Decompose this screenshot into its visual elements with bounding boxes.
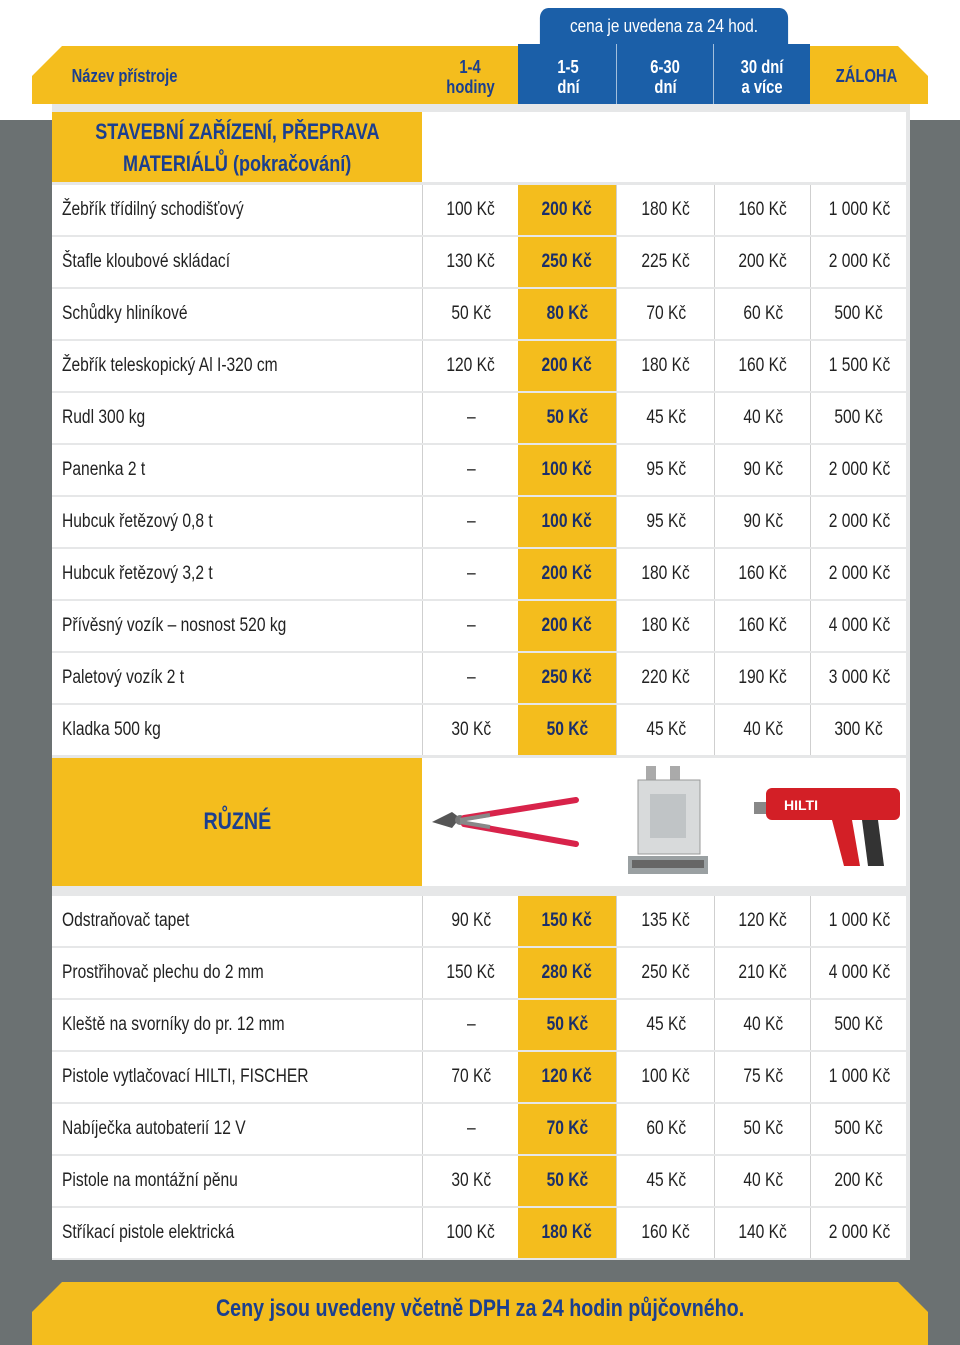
item-name: Panenka 2 t — [62, 459, 146, 480]
price-6-30-days: 180 Kč — [616, 549, 715, 599]
table-row — [52, 341, 906, 391]
item-name: Schůdky hliníkové — [62, 303, 188, 324]
dispenser-gun-image — [752, 780, 902, 870]
price-1-5-days: 280 Kč — [518, 948, 616, 998]
price-30-plus-days: 120 Kč — [714, 896, 811, 946]
price-1-5-days: 100 Kč — [518, 445, 616, 495]
price-30-plus-days: 40 Kč — [714, 1156, 811, 1206]
item-name: Hubcuk řetězový 3,2 t — [62, 563, 213, 584]
deposit: 4 000 Kč — [810, 948, 907, 998]
table-row — [52, 705, 906, 755]
price-30-plus-days: 200 Kč — [714, 237, 811, 287]
table-row — [52, 393, 906, 443]
deposit: 2 000 Kč — [810, 237, 907, 287]
table-row — [52, 948, 906, 998]
deposit: 500 Kč — [810, 1000, 907, 1050]
deposit: 2 000 Kč — [810, 1208, 907, 1258]
price-6-30-days: 225 Kč — [616, 237, 715, 287]
price-hours: – — [422, 497, 519, 547]
price-30-plus-days: 160 Kč — [714, 185, 811, 235]
item-name: Přívěsný vozík – nosnost 520 kg — [62, 615, 287, 636]
column-header-deposit: ZÁLOHA — [835, 66, 897, 86]
price-6-30-days: 95 Kč — [616, 445, 715, 495]
deposit: 500 Kč — [810, 393, 907, 443]
price-1-5-days: 50 Kč — [518, 1000, 616, 1050]
price-hours: – — [422, 601, 519, 651]
price-1-5-days: 200 Kč — [518, 185, 616, 235]
item-name: Stříkací pistole elektrická — [62, 1222, 235, 1243]
section-header-spacer — [422, 112, 906, 182]
beer-cooler-image — [618, 764, 718, 882]
column-header-hours: 1-4 hodiny — [445, 57, 495, 97]
price-note: cena je uvedena za 24 hod. — [540, 8, 788, 44]
price-6-30-days: 220 Kč — [616, 653, 715, 703]
price-30-plus-days: 160 Kč — [714, 549, 811, 599]
price-1-5-days: 200 Kč — [518, 601, 616, 651]
bolt-cutter-image — [430, 782, 580, 862]
section-title-misc: RŮZNÉ — [203, 808, 271, 835]
price-6-30-days: 180 Kč — [616, 185, 715, 235]
price-hours: – — [422, 393, 519, 443]
price-6-30-days: 70 Kč — [616, 289, 715, 339]
price-1-5-days: 250 Kč — [518, 237, 616, 287]
price-6-30-days: 45 Kč — [616, 393, 715, 443]
price-30-plus-days: 210 Kč — [714, 948, 811, 998]
price-hours: 30 Kč — [422, 705, 519, 755]
price-1-5-days: 50 Kč — [518, 1156, 616, 1206]
item-name: Pistole na montážní pěnu — [62, 1170, 238, 1191]
item-name: Nabíječka autobaterií 12 V — [62, 1118, 246, 1139]
item-name: Paletový vozík 2 t — [62, 667, 185, 688]
price-6-30-days: 180 Kč — [616, 341, 715, 391]
price-30-plus-days: 160 Kč — [714, 341, 811, 391]
right-border — [922, 120, 960, 1345]
item-name: Kleště na svorníky do pr. 12 mm — [62, 1014, 285, 1035]
table-row — [52, 497, 906, 547]
price-6-30-days: 180 Kč — [616, 601, 715, 651]
price-hours: 70 Kč — [422, 1052, 519, 1102]
item-name: Žebřík teleskopický Al I-320 cm — [62, 355, 278, 376]
price-1-5-days: 80 Kč — [518, 289, 616, 339]
price-hours: – — [422, 1104, 519, 1154]
price-6-30-days: 45 Kč — [616, 1156, 715, 1206]
table-row — [52, 1208, 906, 1258]
price-1-5-days: 180 Kč — [518, 1208, 616, 1258]
deposit: 500 Kč — [810, 289, 907, 339]
deposit: 1 000 Kč — [810, 185, 907, 235]
table-row — [52, 1000, 906, 1050]
price-hours: – — [422, 549, 519, 599]
price-6-30-days: 45 Kč — [616, 705, 715, 755]
price-1-5-days: 200 Kč — [518, 549, 616, 599]
table-row — [52, 289, 906, 339]
price-30-plus-days: 140 Kč — [714, 1208, 811, 1258]
price-30-plus-days: 160 Kč — [714, 601, 811, 651]
price-30-plus-days: 190 Kč — [714, 653, 811, 703]
item-name: Kladka 500 kg — [62, 719, 161, 740]
deposit: 300 Kč — [810, 705, 907, 755]
price-hours: – — [422, 653, 519, 703]
item-name: Štafle kloubové skládací — [62, 251, 231, 272]
table-row — [52, 549, 906, 599]
item-name: Žebřík třídilný schodišťový — [62, 199, 244, 220]
price-6-30-days: 160 Kč — [616, 1208, 715, 1258]
table-row — [52, 601, 906, 651]
price-1-5-days: 200 Kč — [518, 341, 616, 391]
price-30-plus-days: 40 Kč — [714, 393, 811, 443]
price-30-plus-days: 60 Kč — [714, 289, 811, 339]
column-header-6-30-days: 6-30 dní — [650, 57, 680, 97]
price-6-30-days: 135 Kč — [616, 896, 715, 946]
price-1-5-days: 100 Kč — [518, 497, 616, 547]
price-30-plus-days: 40 Kč — [714, 1000, 811, 1050]
price-hours: 130 Kč — [422, 237, 519, 287]
deposit: 200 Kč — [810, 1156, 907, 1206]
price-1-5-days: 50 Kč — [518, 393, 616, 443]
item-name: Hubcuk řetězový 0,8 t — [62, 511, 213, 532]
price-hours: 100 Kč — [422, 185, 519, 235]
table-row — [52, 896, 906, 946]
price-1-5-days: 70 Kč — [518, 1104, 616, 1154]
price-30-plus-days: 90 Kč — [714, 445, 811, 495]
price-hours: – — [422, 445, 519, 495]
deposit: 500 Kč — [810, 1104, 907, 1154]
deposit: 2 000 Kč — [810, 445, 907, 495]
column-header-name: Název přístroje — [71, 66, 178, 86]
footer-note: Ceny jsou uvedeny včetně DPH za 24 hodin půjčovného. — [215, 1295, 745, 1322]
price-hours: 90 Kč — [422, 896, 519, 946]
table-row — [52, 185, 906, 235]
price-30-plus-days: 90 Kč — [714, 497, 811, 547]
deposit: 1 000 Kč — [810, 896, 907, 946]
price-hours: 100 Kč — [422, 1208, 519, 1258]
product-images — [422, 758, 906, 886]
deposit: 1 000 Kč — [810, 1052, 907, 1102]
price-1-5-days: 120 Kč — [518, 1052, 616, 1102]
deposit: 1 500 Kč — [810, 341, 907, 391]
item-name: Rudl 300 kg — [62, 407, 146, 428]
price-6-30-days: 45 Kč — [616, 1000, 715, 1050]
price-30-plus-days: 75 Kč — [714, 1052, 811, 1102]
price-hours: – — [422, 1000, 519, 1050]
price-6-30-days: 60 Kč — [616, 1104, 715, 1154]
price-hours: 150 Kč — [422, 948, 519, 998]
price-hours: 50 Kč — [422, 289, 519, 339]
item-name: Prostřihovač plechu do 2 mm — [62, 962, 264, 983]
price-6-30-days: 250 Kč — [616, 948, 715, 998]
deposit: 2 000 Kč — [810, 497, 907, 547]
section-title-construction: STAVEBNÍ ZAŘÍZENÍ, PŘEPRAVA MATERIÁLŮ (pokračování) — [94, 119, 380, 176]
left-border — [0, 120, 40, 1345]
price-1-5-days: 150 Kč — [518, 896, 616, 946]
item-name: Odstraňovač tapet — [62, 910, 190, 931]
table-row — [52, 445, 906, 495]
deposit: 3 000 Kč — [810, 653, 907, 703]
deposit: 4 000 Kč — [810, 601, 907, 651]
table-row — [52, 653, 906, 703]
table-row — [52, 1052, 906, 1102]
price-hours: 120 Kč — [422, 341, 519, 391]
deposit: 2 000 Kč — [810, 549, 907, 599]
table-row — [52, 1156, 906, 1206]
price-30-plus-days: 50 Kč — [714, 1104, 811, 1154]
price-hours: 30 Kč — [422, 1156, 519, 1206]
column-header-30-plus-days: 30 dní a více — [740, 57, 784, 97]
price-1-5-days: 50 Kč — [518, 705, 616, 755]
table-row — [52, 1104, 906, 1154]
tool-brand-label: HILTI — [784, 797, 818, 813]
item-name: Pistole vytlačovací HILTI, FISCHER — [62, 1066, 309, 1087]
price-30-plus-days: 40 Kč — [714, 705, 811, 755]
column-header-1-5-days: 1-5 dní — [556, 57, 580, 97]
table-row — [52, 237, 906, 287]
price-6-30-days: 100 Kč — [616, 1052, 715, 1102]
price-1-5-days: 250 Kč — [518, 653, 616, 703]
price-6-30-days: 95 Kč — [616, 497, 715, 547]
